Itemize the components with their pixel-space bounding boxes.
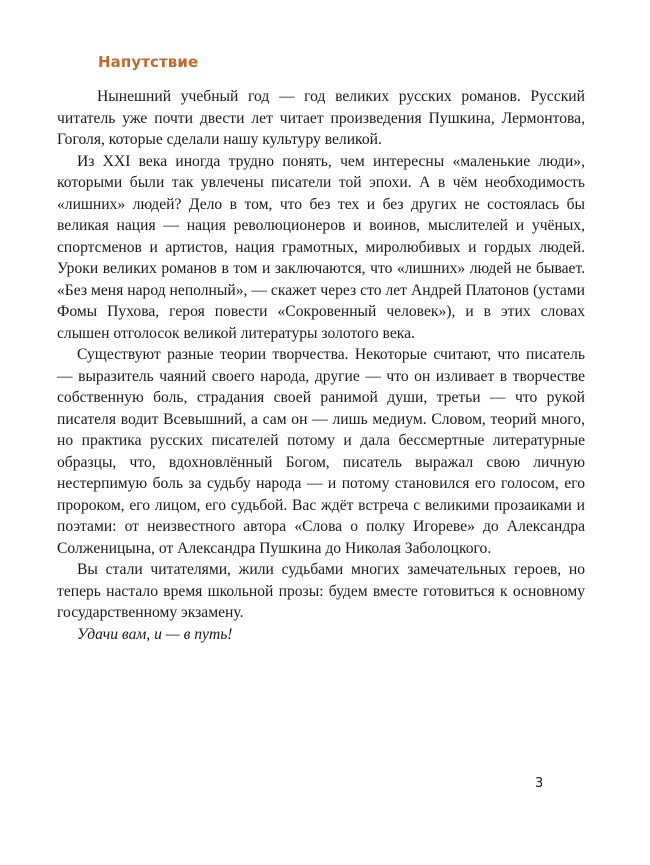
paragraph-intro: Нынешний учебный год — год великих русских романов. Русский читатель уже почти двести лет читает произведения Пушкина, Лермонтова, Гоголя, которые сделали нашу культуру великой. [57,88,585,148]
page-number: 3 [535,776,544,791]
section-heading: Напутствие [98,53,199,71]
body-text [57,86,585,645]
paragraph-readers: Вы стали читателями, жили судьбами многих замечательных героев, но теперь настало время школьной прозы: будем вместе готовиться к основному государственному экзамену. [57,561,585,621]
paragraph-theories: Существуют разные теории творчества. Некоторые считают, что писатель — выразитель чаяний своего народа, другие — что он изливает в творчестве собственную боль, страдания своей ранимой души, третьи — что рукой писателя водит Всевышний, а сам он — лишь медиум. Словом, теорий много, но практика русских писателей потому и дала бессмертные литературные образцы, что, вдохновлённый Богом, писатель выражал свою личную нестерпимую боль за судьбу народа — и потому становился его голосом, его пророком, его лицом, его судьбой. Вас ждёт встреча с великими прозаиками и поэтами: от неизвестного автора «Слова о полку Игореве» до Александра Солженицына, от Александра Пушкина до Николая Заболоцкого. [57,346,585,557]
paragraph-little-people: Из XXI века иногда трудно понять, чем интересны «маленькие люди», которыми были так увлечены писатели той эпохи. А в чём необходимость «лишних» людей? Дело в том, что без тех и без других не состоялась бы великая нация — нация революционеров и воинов, мыслителей и учёных, спортсменов и артистов, нация грамотных, миролюбивых и гордых людей. Уроки великих романов в том и заключаются, что «лишних» людей не бывает. «Без меня народ неполный», — скажет через сто лет Андрей Платонов (устами Фомы Пухова, героя повести «Сокровенный человек»), и в этих словах слышен отголосок великой литературы золотого века. [57,152,585,342]
closing-wish: Удачи вам, и — в путь! [77,625,233,643]
